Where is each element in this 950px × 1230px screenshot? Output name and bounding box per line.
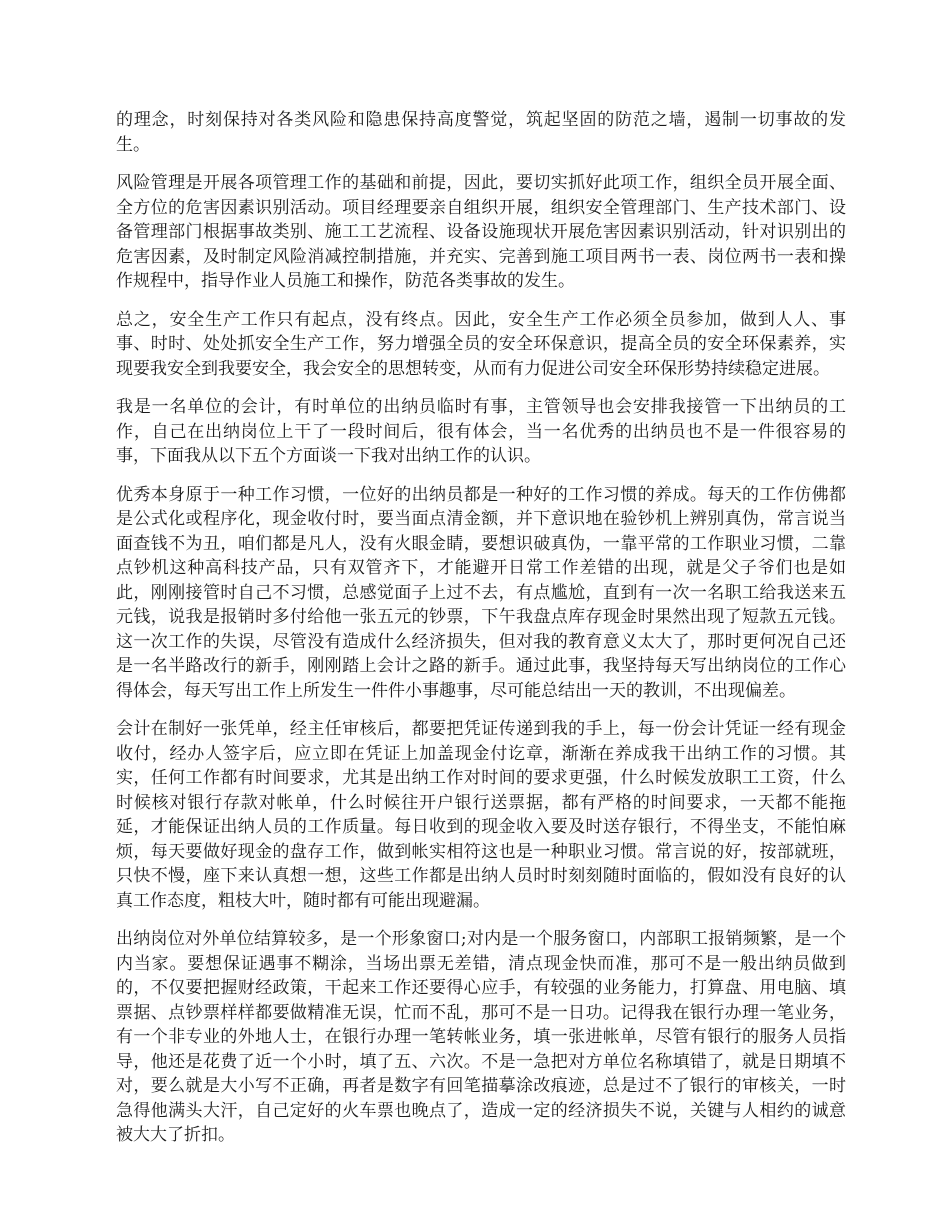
paragraph-1: 的理念，时刻保持对各类风险和隐患保持高度警觉，筑起坚固的防范之墙，遏制一切事故的发生。 [116,110,846,155]
paragraph-5: 优秀本身原于一种工作习惯，一位好的出纳员都是一种好的工作习惯的养成。每天的工作仿佛都是公式化或程序化，现金收付时，要当面点清金额，并下意识地在验钞机上辨别真伪，常言说当面查钱不为丑，咱们都是凡人，没有火眼金睛，要想识破真伪，一靠平常的工作职业习惯，二靠点钞机这种高科技产品，只有双管齐下，才能避开日常工作差错的出现，就是父子爷们也是如此，刚刚接管时自己不习惯，总感觉面子上过不去，有点尴尬，直到有一次一名职工给我送来五元钱，说我是报销时多付给他一张五元的钞票，下午我盘点库存现金时果然出现了短款五元钱。这一次工作的失误，尽管没有造成什么经济损失，但对我的教育意义太大了，那时更何况自己还是一名半路改行的新手，刚刚踏上会计之路的新手。通过此事，我坚持每天写出纳岗位的工作心得体会，每天写出工作上所发生一件件小事趣事，尽可能总结出一天的教训，不出现偏差。 [116,484,846,701]
paragraph-6: 会计在制好一张凭单，经主任审核后，都要把凭证传递到我的手上，每一份会计凭证一经有现金收付，经办人签字后，应立即在凭证上加盖现金付讫章，渐渐在养成我干出纳工作的习惯。其实，任何工作都有时间要求，尤其是出纳工作对时间的要求更强，什么时候发放职工工资，什么时候核对银行存款对帐单，什么时候往开户银行送票据，都有严格的时间要求，一天都不能拖延，才能保证出纳人员的工作质量。每日收到的现金收入要及时送存银行，不得坐支，不能怕麻烦，每天要做好现金的盘存工作，做到帐实相符这也是一种职业习惯。常言说的好，按部就班，只快不慢，座下来认真想一想，这些工作都是出纳人员时时刻刻随时面临的，假如没有良好的认真工作态度，粗枝大叶，随时都有可能出现避漏。 [116,719,846,911]
document-body [116,108,846,1162]
paragraph-4: 我是一名单位的会计，有时单位的出纳员临时有事，主管领导也会安排我接管一下出纳员的工作，自己在出纳岗位上干了一段时间后，很有体会，当一名优秀的出纳员也不是一件很容易的事，下面我从以下五个方面谈一下我对出纳工作的认识。 [116,397,846,466]
paragraph-7: 出纳岗位对外单位结算较多，是一个形象窗口;对内是一个服务窗口，内部职工报销频繁，是一个内当家。要想保证遇事不糊涂，当场出票无差错，清点现金快而准，那可不是一般出纳员做到的，不仅要把握财经政策，干起来工作还要得心应手，有较强的业务能力，打算盘、用电脑、填票据、点钞票样样都要做精准无误，忙而不乱，那可不是一日功。记得我在银行办理一笔业务，有一个非专业的外地人士，在银行办理一笔转帐业务，填一张进帐单，尽管有银行的服务人员指导，他还是花费了近一个小时，填了五、六次。不是一急把对方单位名称填错了，就是日期填不对，要么就是大小写不正确，再者是数字有回笔描摹涂改痕迹，总是过不了银行的审核关，一时急得他满头大汗，自己定好的火车票也晚点了，造成一定的经济损失不说，关键与人相约的诚意被大大了折扣。 [116,929,846,1145]
paragraph-2: 风险管理是开展各项管理工作的基础和前提，因此，要切实抓好此项工作，组织全员开展全面、全方位的危害因素识别活动。项目经理要亲自组织开展，组织安全管理部门、生产技术部门、设备管理部门根据事故类别、施工工艺流程、设备设施现状开展危害因素识别活动，针对识别出的危害因素，及时制定风险消减控制措施，并充实、完善到施工项目两书一表、岗位两书一表和操作规程中，指导作业人员施工和操作，防范各类事故的发生。 [116,173,846,291]
paragraph-3: 总之，安全生产工作只有起点，没有终点。因此，安全生产工作必须全员参加，做到人人、事事、时时、处处抓安全生产工作，努力增强全员的安全环保意识，提高全员的安全环保素养，实现要我安全到我要安全，我会安全的思想转变，从而有力促进公司安全环保形势持续稳定进展。 [116,309,846,379]
